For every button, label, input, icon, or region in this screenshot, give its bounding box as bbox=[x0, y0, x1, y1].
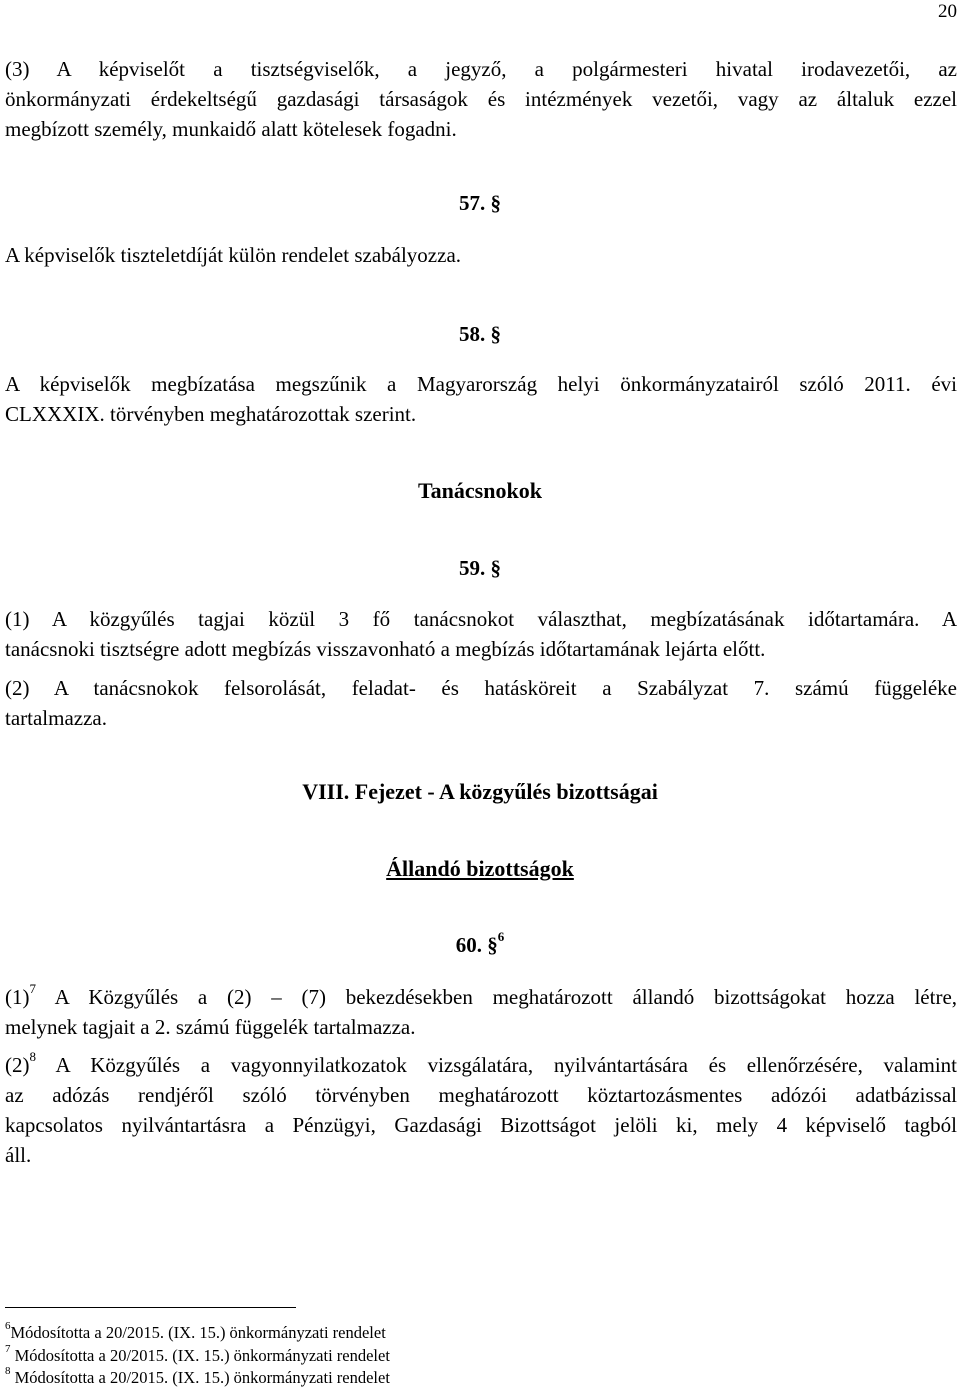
footnote-7 bbox=[5, 1342, 390, 1367]
paragraph-text: A Közgyűlés a vagyonnyilatkozatok vizsgálatára, nyilvántartására és ellenőrzésére, valamint bbox=[55, 1053, 957, 1077]
footnote-mark: 7 bbox=[5, 1342, 11, 1355]
section-58-text bbox=[5, 369, 957, 429]
footnote-8 bbox=[5, 1364, 390, 1389]
footnote-mark: 8 bbox=[5, 1364, 11, 1377]
paragraph-line bbox=[5, 1050, 957, 1080]
paragraph-line: A képviselők megbízatása megszűnik a Magyarország helyi önkormányzatairól szóló 2011. évi bbox=[5, 372, 957, 396]
section-59-paragraph-2 bbox=[5, 673, 957, 733]
paragraph-line: melynek tagjait a 2. számú függelék tartalmazza. bbox=[5, 1015, 416, 1039]
section-60-number bbox=[0, 930, 960, 960]
paragraph-line: önkormányzati érdekeltségű gazdasági társaságok és intézmények vezetői, vagy az általuk ezzel bbox=[5, 87, 957, 111]
section-57-text bbox=[5, 240, 957, 270]
paragraph-label: (1) bbox=[5, 985, 30, 1009]
subheading-text: Állandó bizottságok bbox=[386, 856, 574, 881]
paragraph-line: áll. bbox=[5, 1143, 32, 1167]
section-60-paragraph-2 bbox=[5, 1050, 957, 1170]
paragraph-line: tanácsnoki tisztségre adott megbízás visszavonható a megbízás időtartamának lejárta előtt. bbox=[5, 637, 766, 661]
section-59-number: 59. § bbox=[459, 556, 501, 580]
page-number: 20 bbox=[938, 1, 957, 22]
paragraph-line bbox=[5, 982, 957, 1012]
paragraph-line: (2) A tanácsnokok felsorolását, feladat- és hatásköreit a Szabályzat 7. számú függeléke bbox=[5, 676, 957, 700]
paragraph-label: (2) bbox=[5, 1053, 30, 1077]
paragraph-line: (1) A közgyűlés tagjai közül 3 fő tanácsnokot választhat, megbízatásának időtartamára. A bbox=[5, 607, 957, 631]
footnote-6 bbox=[5, 1319, 386, 1344]
chapter-heading: VIII. Fejezet - A közgyűlés bizottságai bbox=[302, 779, 658, 804]
subheading-allando-bizottsagok bbox=[0, 854, 960, 884]
footnote-ref-8: 8 bbox=[29, 1049, 36, 1064]
section-59-paragraph-1 bbox=[5, 604, 957, 664]
paragraph-line: megbízott személy, munkaidő alatt kötelesek fogadni. bbox=[5, 117, 457, 141]
paragraph-line: kapcsolatos nyilvántartásra a Pénzügyi, Gazdasági Bizottságot jelöli ki, mely 4 képviselő tagból bbox=[5, 1113, 957, 1137]
paragraph-line: A képviselők tiszteletdíját külön rendelet szabályozza. bbox=[5, 243, 462, 267]
section-58-number: 58. § bbox=[459, 322, 501, 346]
paragraph-line: az adózás rendjéről szóló törvényben meghatározott köztartozásmentes adózói adatbázissal bbox=[5, 1083, 957, 1107]
heading-tanacsnokok: Tanácsnokok bbox=[418, 478, 542, 503]
footnote-mark: 6 bbox=[5, 1319, 11, 1332]
paragraph-line: CLXXXIX. törvényben meghatározottak szerint. bbox=[5, 402, 417, 426]
footnote-ref-6: 6 bbox=[497, 929, 505, 944]
section-57-number: 57. § bbox=[459, 191, 501, 215]
footnote-separator bbox=[5, 1307, 296, 1308]
paragraph-text: A Közgyűlés a (2) – (7) bekezdésekben meghatározott állandó bizottságokat hozza létre, bbox=[54, 985, 958, 1009]
footnote-text: Módosította a 20/2015. (IX. 15.) önkormányzati rendelet bbox=[14, 1346, 390, 1365]
paragraph-line: (3) A képviselőt a tisztségviselők, a jegyző, a polgármesteri hivatal irodavezetői, az bbox=[5, 57, 957, 81]
footnote-text: Módosította a 20/2015. (IX. 15.) önkormányzati rendelet bbox=[10, 1323, 386, 1342]
paragraph-56-3 bbox=[5, 54, 957, 144]
footnote-text: Módosította a 20/2015. (IX. 15.) önkormányzati rendelet bbox=[14, 1368, 390, 1387]
footnote-ref-7: 7 bbox=[29, 981, 36, 996]
paragraph-line: tartalmazza. bbox=[5, 706, 108, 730]
section-60-label: 60. § bbox=[455, 933, 498, 957]
section-60-paragraph-1 bbox=[5, 982, 957, 1042]
